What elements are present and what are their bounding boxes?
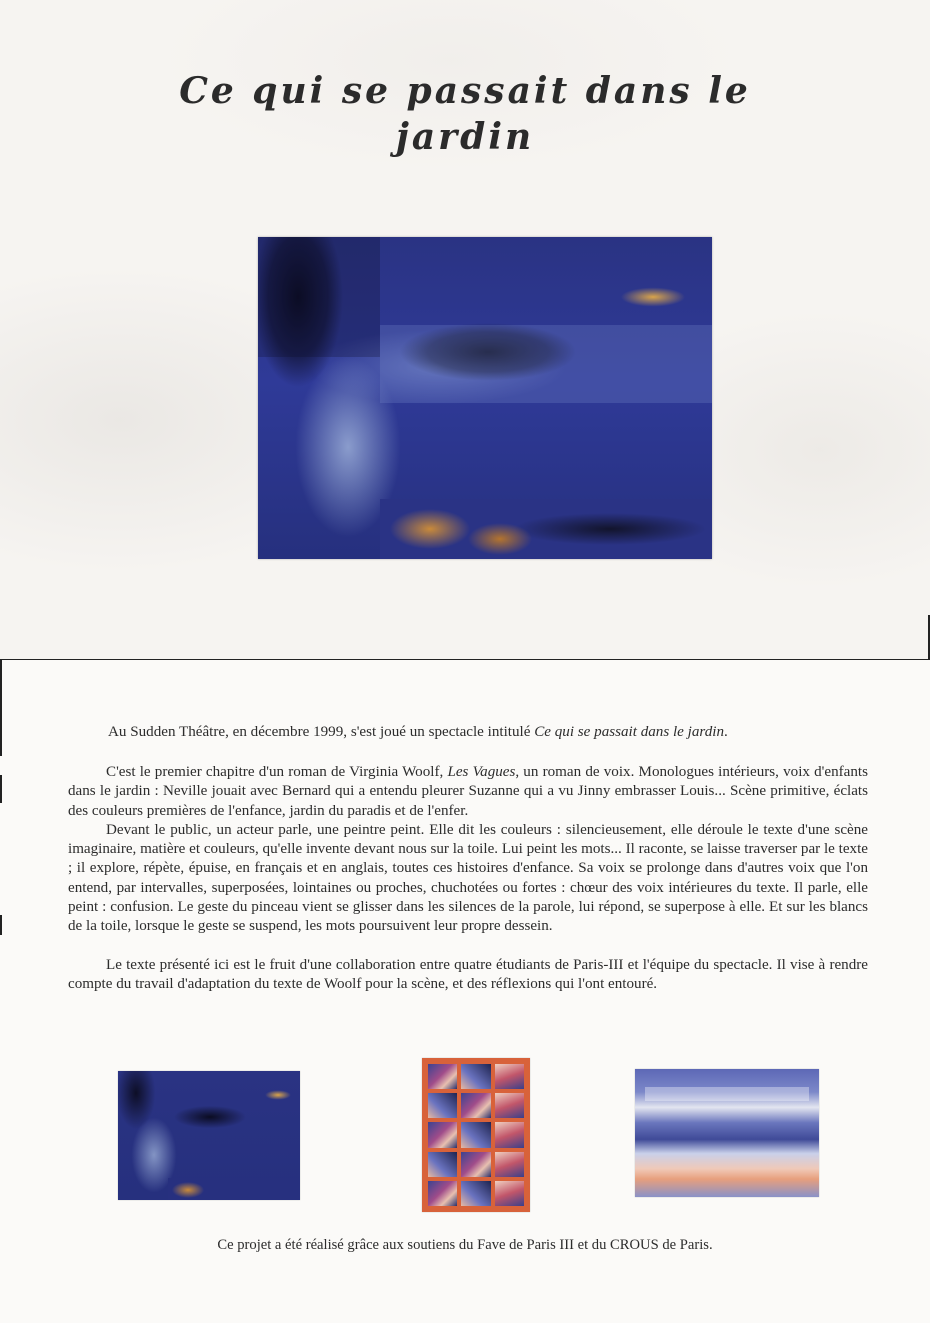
sky-painting-thumbnail: [635, 1069, 819, 1197]
painting-light-panel: [380, 325, 712, 403]
intro-line: [108, 724, 728, 741]
title-line-2: jardin: [395, 116, 535, 158]
page-divider: [0, 659, 930, 660]
main-painting-image: [258, 237, 712, 559]
paragraph-2: Devant le public, un acteur parle, une peintre peint. Elle dit les couleurs : silencieusement, elle déroule le texte d'une scène imaginaire, matière et couleurs, qu'elle invente devant nous sur la toile. Lui peint les mots... Il raconte, se laisse traverser par le texte ; il explore, répète, épuise, en français et en anglais, toutes ces histoires d'enfance. Sa voix se prolonge dans d'autres voix que l'on entend, par intervalles, superposées, lointaines ou proches, chuchotées ou fortes : chœur des voix intérieures du texte. Il parle, elle peint : confusion. Le geste du pinceau vient se glisser dans les silences de la parole, lui répond, se superpose à elle. Et sur les blancs de la toile, lorsque le geste se suspend, les mots poursuivent leur propre dessein.: [68, 821, 868, 935]
intro-text: Au Sudden Théâtre, en décembre 1999, s'est joué un spectacle intitulé: [108, 724, 535, 740]
page-title: [0, 68, 930, 160]
left-edge-line: [0, 660, 2, 756]
left-edge-mark: [0, 775, 2, 803]
title-line-1: Ce qui se passait dans le: [179, 70, 751, 112]
footer-credits: Ce projet a été réalisé grâce aux soutiens du Fave de Paris III et du CROUS de Paris.: [217, 1237, 713, 1253]
intro-end: .: [724, 724, 728, 740]
painting-dark-panel: [258, 237, 380, 357]
grid-of-panels-thumbnail: [422, 1058, 530, 1212]
paragraph-1: C'est le premier chapitre d'un roman de Virginia Woolf, Les Vagues, un roman de voix. Monologues intérieurs, voix d'enfants dans le jardin : Neville jouait avec Bernard qui a entendu pleurer Suzanne qui a vu Jinny embrasser Louis... Scène primitive, éclats des couleurs premières de l'enfance, jardin du paradis et de l'enfer.: [68, 764, 868, 819]
body-text: [68, 763, 868, 994]
blue-painting-thumbnail: [118, 1071, 300, 1200]
intro-show-title: Ce qui se passait dans le jardin: [534, 724, 724, 740]
book-title: Les Vagues: [447, 764, 516, 780]
paragraph-3: Le texte présenté ici est le fruit d'une collaboration entre quatre étudiants de Paris-III et l'équipe du spectacle. Il vise à rendre compte du travail d'adaptation du texte de Woolf pour la scène, et des réflexions qui l'ont entouré.: [68, 956, 868, 992]
left-edge-mark: [0, 915, 2, 935]
painting-orange-panel: [380, 499, 712, 559]
